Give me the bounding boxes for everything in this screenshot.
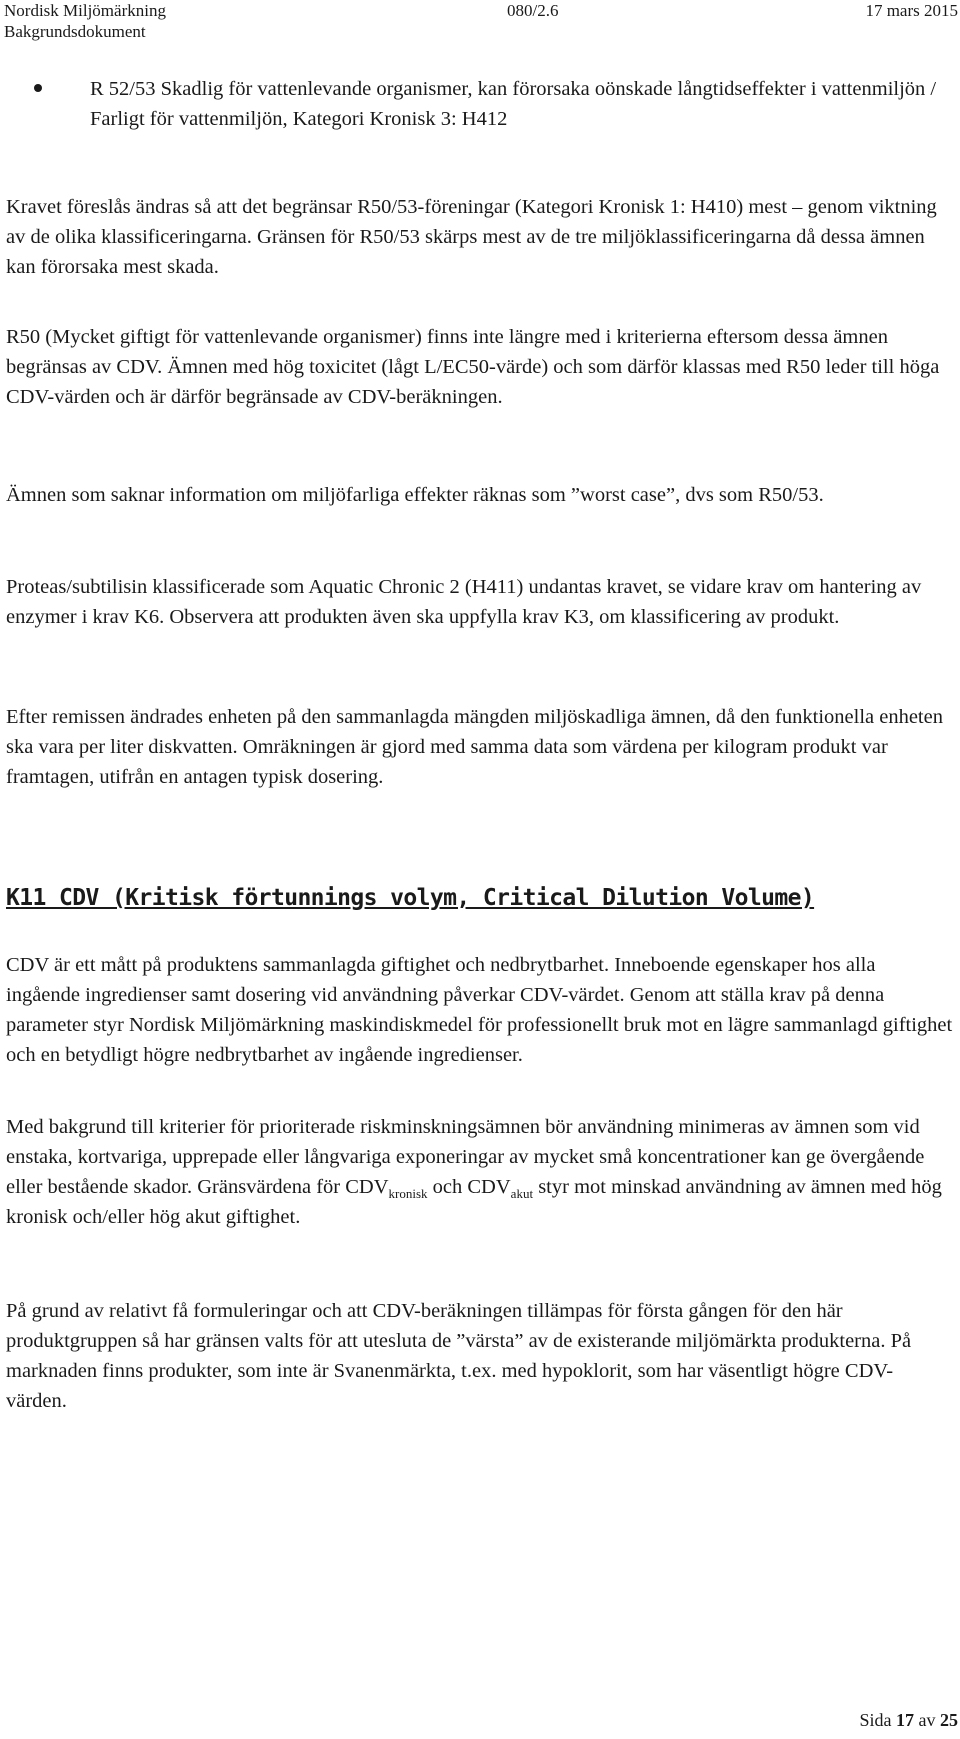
paragraph-cdv-definition: CDV är ett mått på produktens sammanlagda giftighet och nedbrytbarhet. Inneboende egenskaper hos alla ingående ingredienser samt dosering vid användning påverkar CDV-värdet. Genom att ställa krav på denna parameter styr Nordisk Miljömärkning maskindiskmedel för professionellt bruk mot en lägre sammanlagd giftighet och en betydligt högre nedbrytbarhet av ingående ingredienser. bbox=[6, 954, 953, 1066]
paragraph-cdv-limits-part3: styr mot minskad användning av ämnen med hög kronisk och/eller hög akut giftighet. bbox=[6, 1176, 942, 1228]
paragraph-cdv-limits-part1: Med bakgrund till kriterier för prioriterade riskminskningsämnen bör användning minimeras av ämnen som vid enstaka, kortvariga, upprepade eller långvariga exponeringar av mycket små koncentrationer kan ge övergående eller bestående skador. Gränsvärdena för CDV bbox=[6, 1116, 925, 1198]
paragraph-missing-info: Ämnen som saknar information om miljöfarliga effekter räknas som ”worst case”, dvs som R50/53. bbox=[6, 484, 824, 506]
bullet-item-r52-53: R 52/53 Skadlig för vattenlevande organismer, kan förorsaka oönskade långtidseffekter i vattenmiljön / Farligt för vattenmiljön, Kategori Kronisk 3: H412 bbox=[90, 78, 937, 130]
header-document-number: 080/2.6 bbox=[507, 1, 559, 20]
page-number bbox=[859, 1710, 958, 1731]
header-date: 17 mars 2015 bbox=[865, 1, 958, 20]
paragraph-r50-53-proposal: Kravet föreslås ändras så att det begränsar R50/53-föreningar (Kategori Kronisk 1: H410) mest – genom viktning av de olika klassificeringarna. Gränsen för R50/53 skärps mest av de tre miljöklassificeringarna då dessa ämnen kan förorsaka mest skada. bbox=[6, 196, 937, 278]
page-of-word: av bbox=[918, 1710, 936, 1730]
paragraph-cdv-limits bbox=[6, 1112, 954, 1232]
page-word: Sida bbox=[859, 1710, 892, 1730]
header-document-type: Bakgrundsdokument bbox=[4, 22, 146, 41]
paragraph-cdv-limits-part2: och CDV bbox=[427, 1176, 511, 1198]
paragraph-r50: R50 (Mycket giftigt för vattenlevande organismer) finns inte längre med i kriterierna eftersom dessa ämnen begränsas av CDV. Ämnen med hög toxicitet (lågt L/EC50-värde) och som därför klassas med R50 leder till höga CDV-värden och är därför begränsade av CDV-beräkningen. bbox=[6, 326, 940, 408]
paragraph-cdv-first-time: På grund av relativt få formuleringar och att CDV-beräkningen tillämpas för första gången för den här produktgruppen så har gränsen valts för att utesluta de ”värsta” av de existerande miljömärkta produkterna. På marknaden finns produkter, som inte är Svanenmärkta, t.ex. med hypoklorit, som har väsentligt högre CDV-värden. bbox=[6, 1300, 912, 1412]
paragraph-protease-exception: Proteas/subtilisin klassificerade som Aquatic Chronic 2 (H411) undantas kravet, se vidare krav om hantering av enzymer i krav K6. Observera att produkten även ska uppfylla krav K3, om klassificering av produkt. bbox=[6, 576, 922, 628]
bullet-dot-icon bbox=[34, 84, 42, 92]
paragraph-unit-change: Efter remissen ändrades enheten på den sammanlagda mängden miljöskadliga ämnen, då den funktionella enheten ska vara per liter diskvatten. Omräkningen är gjord med samma data som värdena per kilogram produkt var framtagen, utifrån en antagen typisk dosering. bbox=[6, 706, 943, 788]
subscript-akut: akut bbox=[510, 1186, 534, 1201]
section-heading-k11: K11 CDV (Kritisk förtunnings volym, Critical Dilution Volume) bbox=[6, 885, 815, 911]
subscript-kronisk: kronisk bbox=[388, 1186, 428, 1201]
page-current: 17 bbox=[896, 1710, 914, 1730]
header-organization: Nordisk Miljömärkning bbox=[4, 1, 166, 20]
page-total: 25 bbox=[940, 1710, 958, 1730]
